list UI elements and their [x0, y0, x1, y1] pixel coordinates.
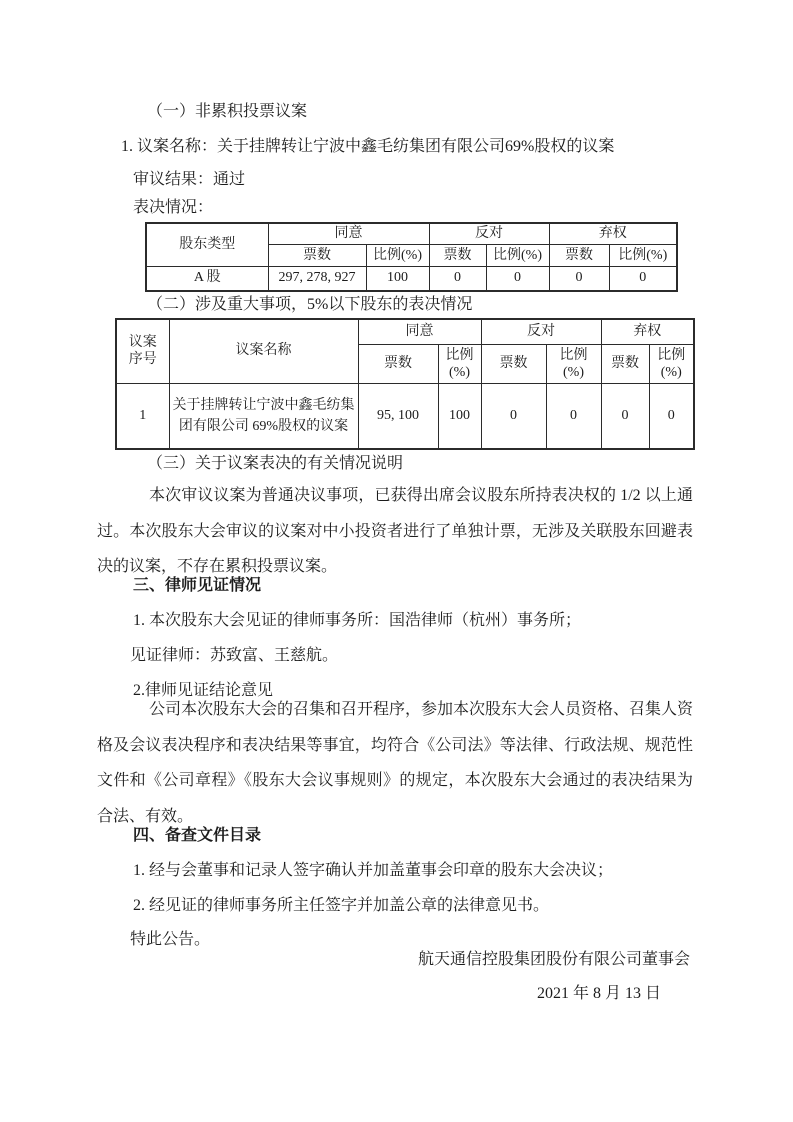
docs-item-2: 2. 经见证的律师事务所主任签字并加盖公章的法律意见书。: [133, 897, 550, 914]
table1-oppose-ratio-header: 比例(%): [486, 245, 549, 267]
lawyer-paragraph: 公司本次股东大会的召集和召开程序，参加本次股东大会人员资格、召集人资格及会议表决程序和表决结果等事宜，均符合《公司法》等法律、行政法规、规范性文件和《公司章程》《股东大会议事规则》的规定，本次股东大会通过的表决结果为合法、有效。: [97, 701, 694, 825]
ratio-label: 比例: [657, 347, 686, 363]
table1-agree-votes-header: 票数: [268, 245, 366, 267]
section1-heading: （一）非累积投票议案: [147, 103, 308, 120]
table1-abstain-ratio-header: 比例(%): [609, 245, 677, 267]
table2-oppose-ratio-header: [546, 344, 601, 383]
vote-table-shareholder-type: [145, 222, 678, 292]
table2-row-abstain-votes: 0: [601, 383, 649, 449]
table1-agree-ratio-header: 比例(%): [366, 245, 429, 267]
table2-oppose-votes-header: 票数: [481, 344, 546, 383]
table1-row-abstain-votes: 0: [549, 267, 609, 291]
table2-row-seq: 1: [116, 383, 169, 449]
table2-row-oppose-ratio: 0: [546, 383, 601, 449]
table1-row-type: A 股: [146, 267, 268, 291]
ratio-unit: (%): [660, 364, 682, 380]
docs-section-heading: 四、备查文件目录: [133, 827, 262, 844]
table2-abstain-ratio-header: [649, 344, 694, 383]
table2-row-abstain-ratio: 0: [649, 383, 694, 449]
table2-abstain-votes-header: 票数: [601, 344, 649, 383]
table2-row-agree-votes: 95, 100: [358, 383, 438, 449]
table-row: [146, 267, 677, 291]
section1-voting-label: 表决情况：: [133, 199, 214, 216]
table1-abstain-votes-header: 票数: [549, 245, 609, 267]
table2-col-name: 议案名称: [169, 319, 358, 383]
table2-group-oppose: 反对: [481, 319, 601, 344]
ratio-unit: (%): [449, 364, 470, 380]
section3-paragraph: 本次审议议案为普通决议事项，已获得出席会议股东所持表决权的 1/2 以上通过。本次股东大会审议的议案对中小投资者进行了单独计票，无涉及关联股东回避表决的议案，不存在累积投票议案。: [97, 487, 693, 575]
table2-row-name: 关于挂牌转让宁波中鑫毛纺集团有限公司 69%股权的议案: [169, 383, 358, 449]
table1-row-oppose-votes: 0: [429, 267, 486, 291]
table2-agree-ratio-header: [438, 344, 481, 383]
table2-col-seq: [116, 319, 169, 383]
lawyer-item-names: 见证律师：苏致富、王慈航。: [130, 647, 339, 664]
table1-oppose-votes-header: 票数: [429, 245, 486, 267]
signature-date: 2021 年 8 月 13 日: [536, 985, 661, 1002]
table2-col-seq-line1: 议案: [128, 335, 157, 351]
table1-row-agree-ratio: 100: [366, 267, 429, 291]
section2-heading: （二）涉及重大事项，5%以下股东的表决情况: [147, 296, 473, 313]
table2-group-abstain: 弃权: [601, 319, 694, 344]
table1-group-oppose: 反对: [429, 223, 549, 245]
signature-company: 航天通信控股集团股份有限公司董事会: [417, 951, 690, 968]
section1-review-result: 审议结果：通过: [133, 171, 246, 188]
table2-col-seq-line2: 序号: [128, 352, 157, 368]
vote-table-minority: [115, 318, 695, 450]
closing-statement: 特此公告。: [130, 931, 211, 948]
table2-row-oppose-votes: 0: [481, 383, 546, 449]
table1-row-abstain-ratio: 0: [609, 267, 677, 291]
table1-group-abstain: 弃权: [549, 223, 677, 245]
section3-heading: （三）关于议案表决的有关情况说明: [147, 455, 404, 472]
lawyer-item-firm: 1. 本次股东大会见证的律师事务所：国浩律师（杭州）事务所；: [133, 612, 582, 629]
table2-agree-votes-header: 票数: [358, 344, 438, 383]
lawyer-item-conclusion-label: 2.律师见证结论意见: [133, 682, 274, 699]
table1-group-agree: 同意: [268, 223, 429, 245]
table-row: [116, 383, 694, 449]
table1-row-oppose-ratio: 0: [486, 267, 549, 291]
table2-row-agree-ratio: 100: [438, 383, 481, 449]
ratio-label: 比例: [559, 347, 588, 363]
table1-col-shareholder-type: 股东类型: [146, 223, 268, 267]
lawyer-section-heading: 三、律师见证情况: [133, 577, 262, 594]
section1-proposal-name: 1. 议案名称：关于挂牌转让宁波中鑫毛纺集团有限公司69%股权的议案: [121, 138, 615, 155]
docs-item-1: 1. 经与会董事和记录人签字确认并加盖董事会印章的股东大会决议；: [133, 862, 614, 879]
table1-row-agree-votes: 297, 278, 927: [268, 267, 366, 291]
ratio-unit: (%): [563, 364, 584, 380]
table2-group-agree: 同意: [358, 319, 481, 344]
ratio-label: 比例: [445, 347, 474, 363]
